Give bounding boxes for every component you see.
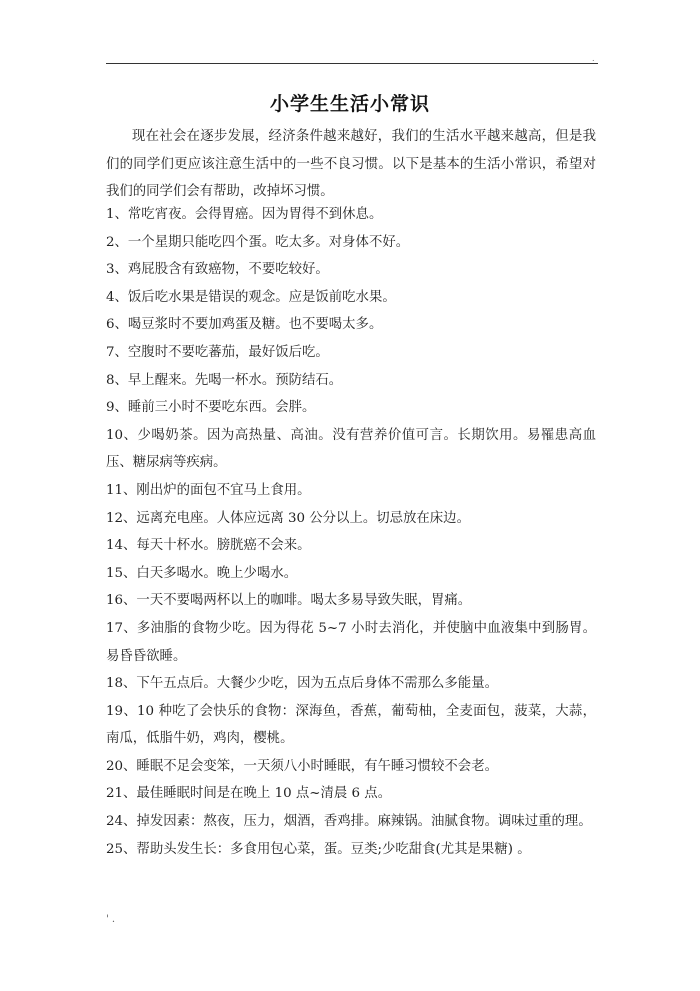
- list-item: 25、帮助头发生长：多食用包心菜，蛋。豆类;少吃甜食(尤其是果糖) 。: [106, 841, 531, 857]
- corner-mark: .: [592, 54, 595, 63]
- list-item: 14、每天十杯水。膀胱癌不会来。: [106, 538, 311, 554]
- tips-list: [106, 201, 596, 863]
- list-item: 19、10 种吃了会快乐的食物：深海鱼，香蕉，葡萄柚，全麦面包，菠菜，大蒜，南瓜，低脂牛奶，鸡肉，樱桃。: [106, 703, 596, 747]
- page-title: 小学生生活小常识: [269, 93, 430, 115]
- list-item: 3、鸡屁股含有致癌物，不要吃较好。: [106, 262, 329, 278]
- list-item: 12、远离充电座。人体应远离 30 公分以上。切忌放在床边。: [106, 510, 470, 526]
- header-rule: [106, 63, 598, 64]
- list-item: 6、喝豆浆时不要加鸡蛋及糖。也不要喝太多。: [106, 317, 383, 333]
- footer-mark: ' .: [106, 914, 116, 925]
- list-item: 8、早上醒来。先喝一杯水。预防结石。: [106, 372, 343, 388]
- list-item: 1、常吃宵夜。会得胃癌。因为胃得不到休息。: [106, 207, 383, 222]
- list-item: 15、白天多喝水。晚上少喝水。: [106, 565, 298, 581]
- list-item: 7、空腹时不要吃蕃茄，最好饭后吃。: [106, 344, 329, 360]
- list-item: 18、下午五点后。大餐少少吃，因为五点后身体不需那么多能量。: [106, 676, 498, 692]
- list-item: 21、最佳睡眠时间是在晚上 10 点~清晨 6 点。: [106, 786, 392, 802]
- list-item: 24、掉发因素：熬夜，压力，烟酒，香鸡排。麻辣锅。油腻食物。调味过重的理。: [106, 814, 592, 830]
- list-item: 20、睡眠不足会变笨，一天须八小时睡眠，有午睡习惯较不会老。: [106, 758, 498, 774]
- list-item: 16、一天不要喝两杯以上的咖啡。喝太多易导致失眠，胃痛。: [106, 593, 472, 609]
- list-item: 2、一个星期只能吃四个蛋。吃太多。对身体不好。: [106, 234, 410, 250]
- list-item: 17、多油脂的食物少吃。因为得花 5~7 小时去消化，并使脑中血液集中到肠胃。易昏昏欲睡。: [106, 620, 596, 664]
- list-item: 10、少喝奶茶。因为高热量、高油。没有营养价值可言。长期饮用。易罹患高血压、糖尿病等疾病。: [106, 427, 596, 471]
- list-item: 11、刚出炉的面包不宜马上食用。: [106, 482, 311, 498]
- list-item: 4、饭后吃水果是错误的观念。应是饭前吃水果。: [106, 289, 396, 305]
- list-item: 9、睡前三小时不要吃东西。会胖。: [106, 400, 316, 416]
- intro-paragraph: 现在社会在逐步发展，经济条件越来越好，我们的生活水平越来越高，但是我们的同学们更应该注意生活中的一些不良习惯。以下是基本的生活小常识，希望对我们的同学们会有帮助，改掉坏习惯。: [106, 129, 596, 199]
